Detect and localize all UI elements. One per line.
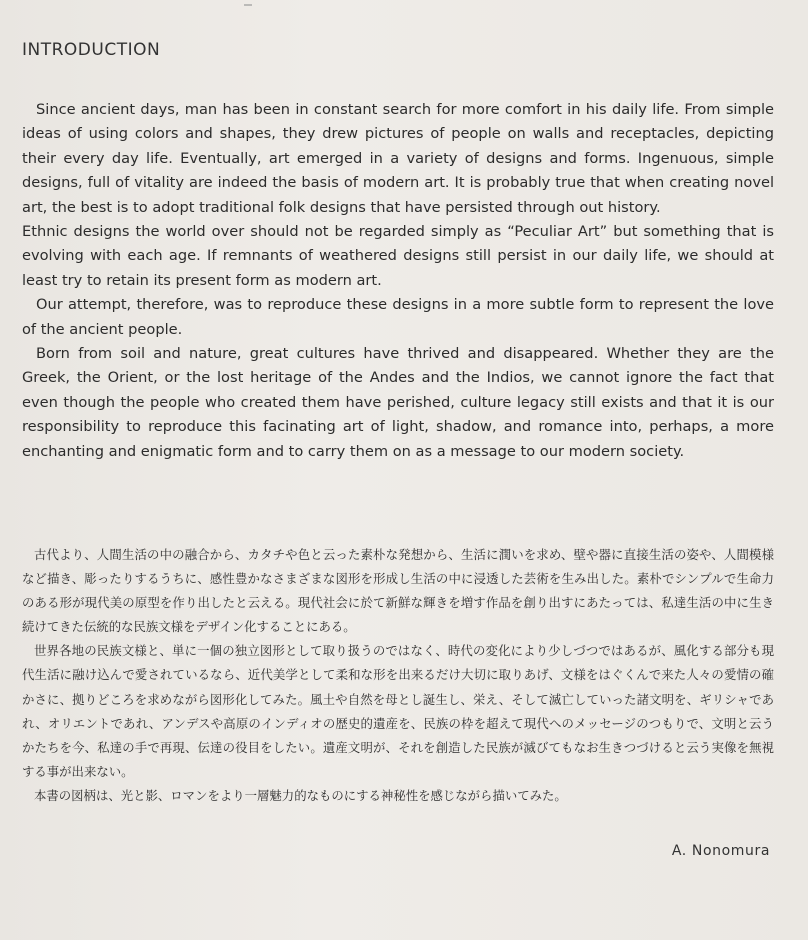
page-speck (244, 4, 252, 6)
english-paragraph-3: Our attempt, therefore, was to reproduce these designs in a more subtle form to represent the love of the ancient people. (22, 296, 774, 338)
english-text-block (22, 98, 774, 464)
japanese-text-block (22, 543, 774, 808)
english-paragraph-4: Born from soil and nature, great cultures have thrived and disappeared. Whether they are the Greek, the Orient, or the lost heritage of the Andes and the Indios, we cannot ignore the fact that even though the people who created them have perished, culture legacy still exists and that it is our responsibility to reproduce this facinating art of light, shadow, and romance into, perhaps, a more enchanting and enigmatic form and to carry them on as a message to our modern society. (22, 345, 774, 460)
japanese-paragraph-3: 本書の図柄は、光と影、ロマンをより一層魅力的なものにする神秘性を感じながら描いてみた。 (34, 787, 567, 803)
author-signature: A. Nonomura (671, 843, 770, 859)
english-paragraph-1: Since ancient days, man has been in constant search for more comfort in his daily life. From simple ideas of using colors and shapes, they drew pictures of people on walls and receptacles, depicting their every day life. Eventually, art emerged in a variety of designs and forms. Ingenuous, simple designs, full of vitality are indeed the basis of modern art. It is probably true that when creating novel art, the best is to adopt traditional folk designs that have persisted through out history. (22, 101, 774, 216)
japanese-paragraph-2: 世界各地の民族文様と、単に一個の独立図形として取り扱うのではなく、時代の変化により少しづつではあるが、風化する部分も現代生活に融け込んで愛されているなら、近代美学として柔和な形を出来るだけ大切に取りあげ、文様をはぐくんで来た人々の愛情の確かさに、拠りどころを求めながら図形化してみた。風土や自然を母とし誕生し、栄え、そして滅亡していった諸文明を、ギリシャであれ、オリエントであれ、アンデスや高原のインディオの歴史的遺産を、民族の枠を超えて現代へのメッセージのつもりで、文明と云うかたちを今、私達の手で再現、伝達の役目をしたい。遺産文明が、それを創造した民族が滅びてもなお生きつづけると云う実像を無視する事が出来ない。 (22, 643, 774, 779)
english-paragraph-2: Ethnic designs the world over should not be regarded simply as “Peculiar Art” but something that is evolving with each age. If remnants of weathered designs still persist in our daily life, we should at least try to retain its present form as modern art. (22, 223, 774, 289)
japanese-paragraph-1: 古代より、人間生活の中の融合から、カタチや色と云った素朴な発想から、生活に潤いを求め、壁や器に直接生活の姿や、人間模様など描き、彫ったりするうちに、感性豊かなさまざまな図形を形成し生活の中に浸透した芸術を生み出した。素朴でシンプルで生命力のある形が現代美の原型を作り出したと云える。現代社会に於て新鮮な輝きを増す作品を創り出すにあたっては、私達生活の中に生き続けてきた伝統的な民族文様をデザイン化することにある。 (22, 547, 774, 635)
page-title: INTRODUCTION (22, 40, 161, 60)
